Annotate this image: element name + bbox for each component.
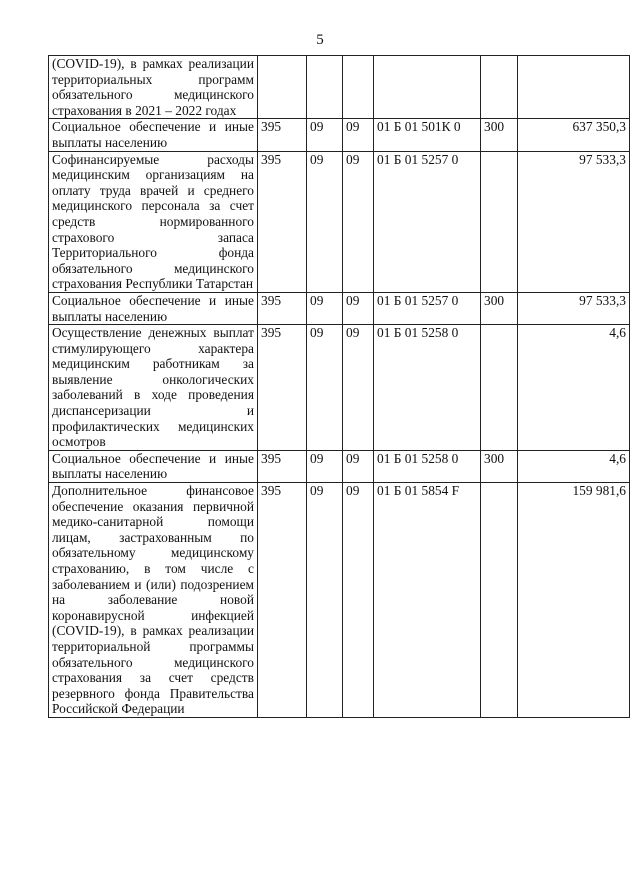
ministry-code: 395 — [258, 292, 307, 324]
subsection-code: 09 — [343, 325, 374, 451]
amount: 4,6 — [518, 450, 630, 482]
ministry-code: 395 — [258, 151, 307, 292]
amount: 637 350,3 — [518, 119, 630, 151]
subsection-code: 09 — [343, 450, 374, 482]
expense-type — [481, 325, 518, 451]
row-description: Социальное обеспечение и иные выплаты населению — [49, 119, 258, 151]
section-code: 09 — [307, 483, 343, 718]
target-article: 01 Б 01 5257 0 — [374, 292, 481, 324]
amount: 4,6 — [518, 325, 630, 451]
row-description: Социальное обеспечение и иные выплаты населению — [49, 292, 258, 324]
target-article: 01 Б 01 5854 F — [374, 483, 481, 718]
table-row — [49, 151, 630, 292]
target-article — [374, 56, 481, 119]
subsection-code: 09 — [343, 483, 374, 718]
section-code — [307, 56, 343, 119]
section-code: 09 — [307, 119, 343, 151]
section-code: 09 — [307, 450, 343, 482]
expense-type: 300 — [481, 450, 518, 482]
section-code: 09 — [307, 325, 343, 451]
subsection-code: 09 — [343, 292, 374, 324]
ministry-code: 395 — [258, 119, 307, 151]
target-article: 01 Б 01 501К 0 — [374, 119, 481, 151]
ministry-code: 395 — [258, 483, 307, 718]
target-article: 01 Б 01 5258 0 — [374, 450, 481, 482]
expense-type — [481, 56, 518, 119]
amount — [518, 56, 630, 119]
table-row — [49, 450, 630, 482]
subsection-code: 09 — [343, 151, 374, 292]
ministry-code: 395 — [258, 325, 307, 451]
expense-type: 300 — [481, 119, 518, 151]
table-row — [49, 325, 630, 451]
budget-table — [48, 55, 630, 718]
table-row — [49, 292, 630, 324]
target-article: 01 Б 01 5258 0 — [374, 325, 481, 451]
table-row — [49, 56, 630, 119]
page-number: 5 — [316, 32, 324, 48]
section-code: 09 — [307, 292, 343, 324]
amount: 97 533,3 — [518, 151, 630, 292]
amount: 159 981,6 — [518, 483, 630, 718]
subsection-code: 09 — [343, 119, 374, 151]
row-description: (COVID-19), в рамках реализации территориальных программ обязательного медицинского страхования в 2021 – 2022 годах — [49, 56, 258, 119]
expense-type — [481, 483, 518, 718]
row-description: Дополнительное финансовое обеспечение оказания первичной медико-санитарной помощи лицам, застрахованным по обязательному медицинскому страхованию, в том числе с заболеванием и (или) подозрением на заболевание новой коронавирусной инфекцией (COVID-19), в рамках реализации территориальной программы обязательного медицинского страхования за счет средств резервного фонда Правительства Российской Федерации — [49, 483, 258, 718]
row-description: Софинансируемые расходы медицинским организациям на оплату труда врачей и среднего медицинского персонала за счет средств нормированного страхового запаса Территориального фонда обязательного медицинского страхования Республики Татарстан — [49, 151, 258, 292]
row-description: Социальное обеспечение и иные выплаты населению — [49, 450, 258, 482]
section-code: 09 — [307, 151, 343, 292]
table-body — [49, 56, 630, 718]
amount: 97 533,3 — [518, 292, 630, 324]
ministry-code: 395 — [258, 450, 307, 482]
target-article: 01 Б 01 5257 0 — [374, 151, 481, 292]
subsection-code — [343, 56, 374, 119]
table-row — [49, 119, 630, 151]
table-row — [49, 483, 630, 718]
expense-type — [481, 151, 518, 292]
ministry-code — [258, 56, 307, 119]
row-description: Осуществление денежных выплат стимулирующего характера медицинским работникам за выявление онкологических заболеваний в ходе проведения диспансеризации и профилактических медицинских осмотров — [49, 325, 258, 451]
expense-type: 300 — [481, 292, 518, 324]
